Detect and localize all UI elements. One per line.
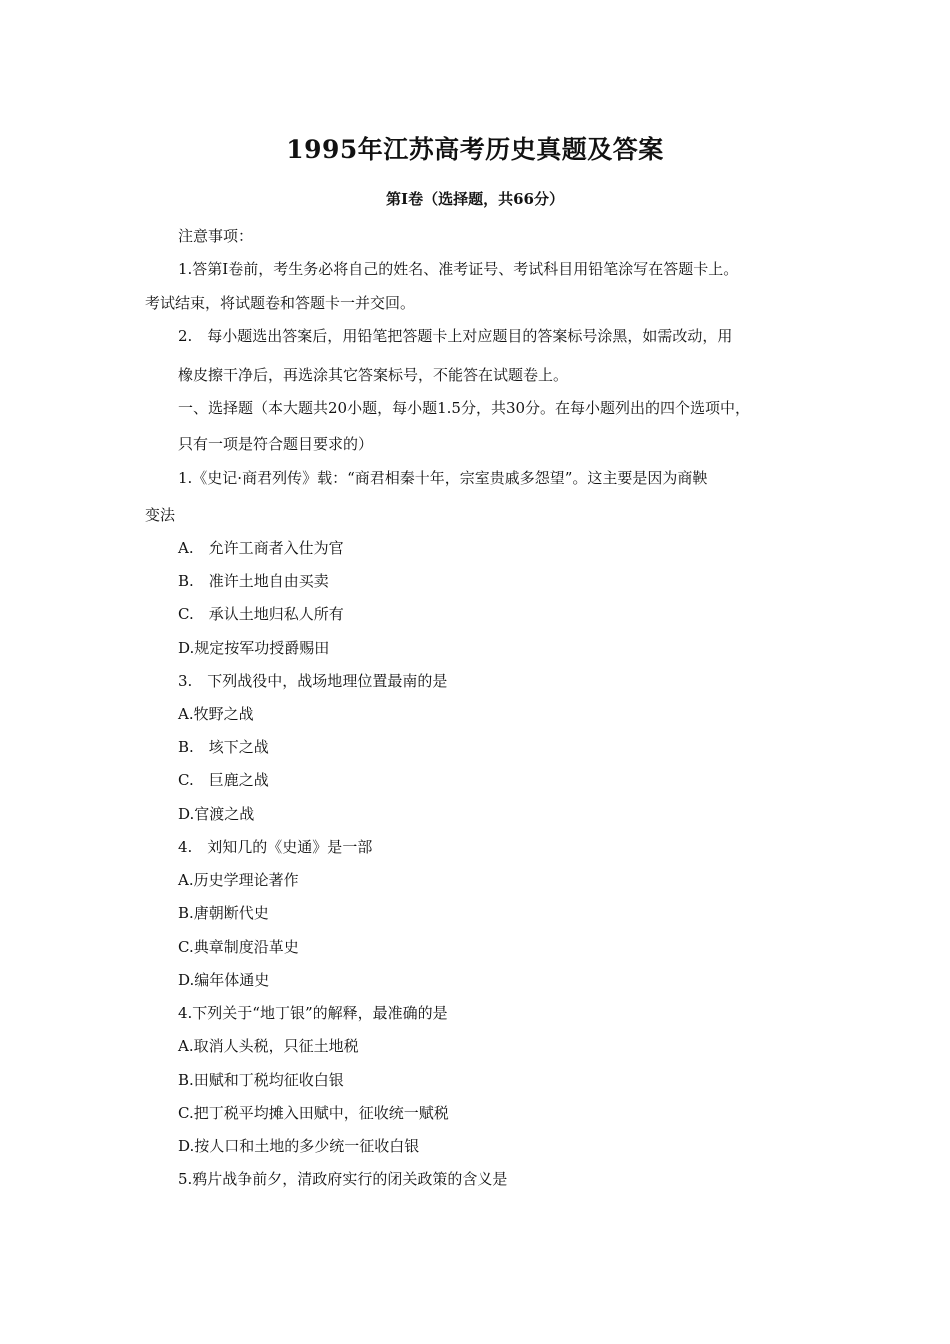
- question-option: D.按人口和土地的多少统一征收白银: [178, 1137, 420, 1155]
- question-option: D.规定按军功授爵赐田: [178, 639, 330, 657]
- document-title: 1995年江苏高考历史真题及答案: [286, 135, 664, 164]
- question-option: C. 巨鹿之战: [178, 771, 269, 789]
- question-stem-continued: 变法: [145, 506, 176, 524]
- question-option: D.官渡之战: [178, 805, 255, 823]
- notice-item-1-line-2: 考试结束，将试题卷和答题卡一并交回。: [145, 294, 416, 312]
- question-option: D.编年体通史: [178, 971, 270, 989]
- question-option: B. 准许土地自由买卖: [178, 572, 329, 590]
- notice-item-2-line-1: 2. 每小题选出答案后，用铅笔把答题卡上对应题目的答案标号涂黑，如需改动，用: [178, 327, 733, 345]
- question-stem: 3. 下列战役中，战场地理位置最南的是: [178, 672, 448, 690]
- question-option: B.田赋和丁税均征收白银: [178, 1071, 344, 1089]
- question-option: C.把丁税平均摊入田赋中，征收统一赋税: [178, 1104, 449, 1122]
- question-stem: 4.下列关于“地丁银”的解释，最准确的是: [178, 1004, 448, 1022]
- question-stem: 5.鸦片战争前夕，清政府实行的闭关政策的含义是: [178, 1170, 508, 1188]
- question-option: A.取消人头税，只征土地税: [178, 1037, 359, 1055]
- notice-item-2-line-2: 橡皮擦干净后，再选涂其它答案标号，不能答在试题卷上。: [178, 366, 569, 384]
- question-option: A.牧野之战: [178, 705, 254, 723]
- document-subtitle: 第Ⅰ卷（选择题，共66分）: [386, 190, 564, 208]
- question-option: A. 允许工商者入仕为官: [178, 539, 344, 557]
- notice-heading: 注意事项：: [178, 227, 254, 245]
- section-line-2: 只有一项是符合题目要求的）: [178, 435, 374, 453]
- question-option: B. 垓下之战: [178, 738, 269, 756]
- question-option: C.典章制度沿革史: [178, 938, 299, 956]
- section-line-1: 一、选择题（本大题共20小题，每小题1.5分，共30分。在每小题列出的四个选项中，: [178, 399, 751, 417]
- question-option: B.唐朝断代史: [178, 904, 269, 922]
- question-option: A.历史学理论著作: [178, 871, 299, 889]
- notice-item-1-line-1: 1.答第Ⅰ卷前，考生务必将自己的姓名、准考证号、考试科目用铅笔涂写在答题卡上。: [178, 260, 739, 278]
- question-stem: 4. 刘知几的《史通》是一部: [178, 838, 373, 856]
- question-stem: 1.《史记·商君列传》载：“商君相秦十年，宗室贵戚多怨望”。这主要是因为商鞅: [178, 469, 708, 487]
- question-option: C. 承认土地归私人所有: [178, 605, 344, 623]
